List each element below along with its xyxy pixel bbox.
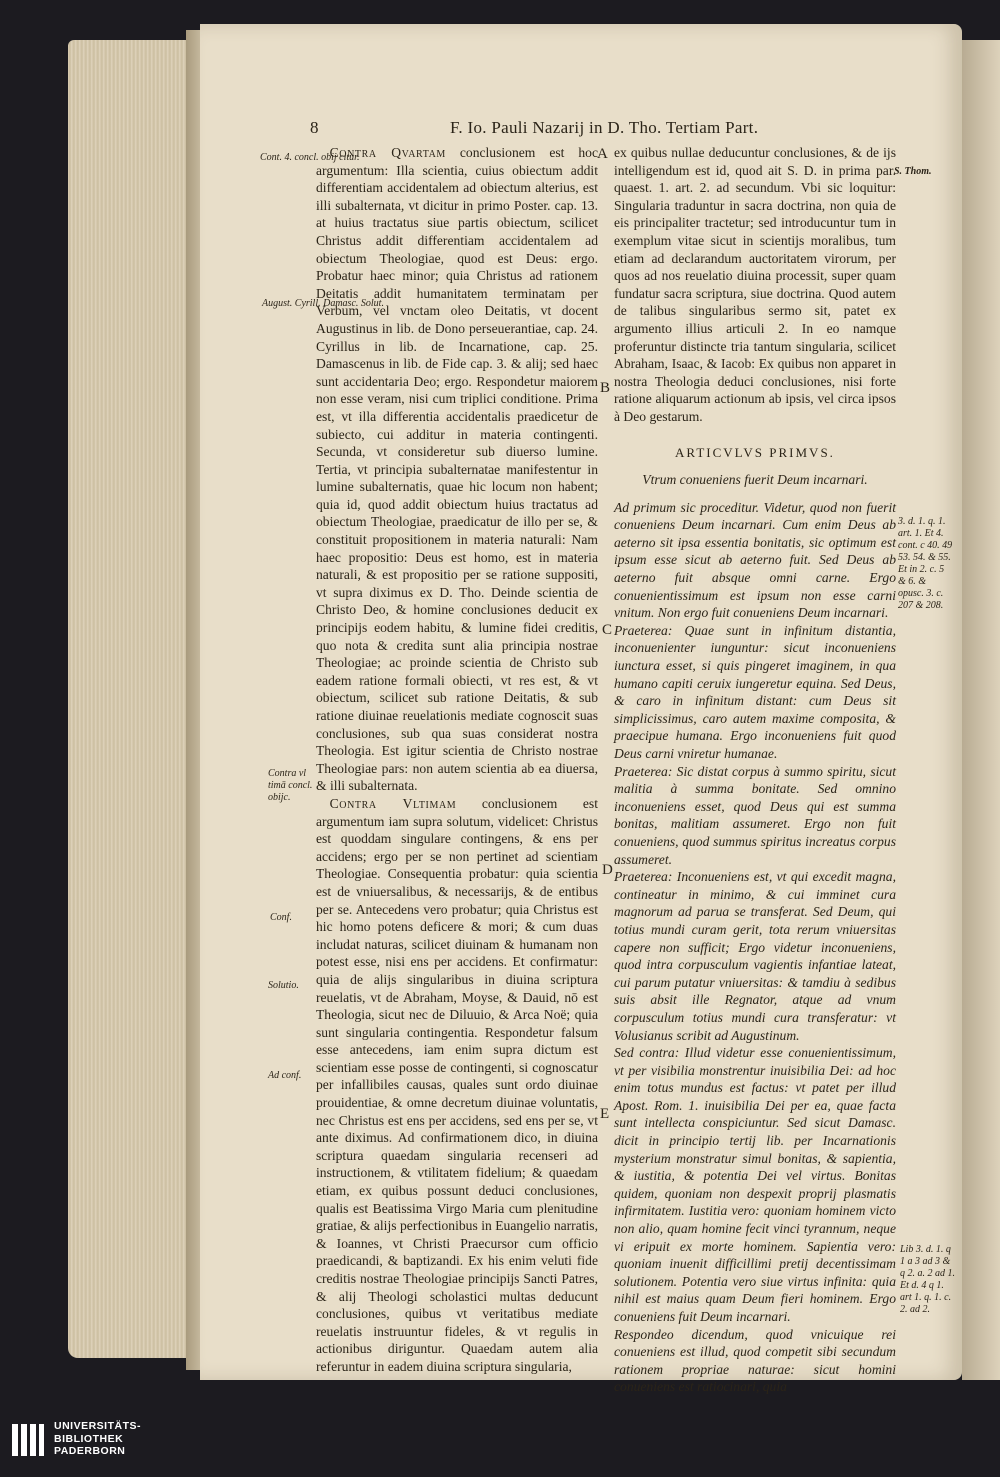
article-subtitle: Vtrum conueniens fuerit Deum incarnari. (642, 472, 868, 488)
paragraph: Respondeo dicendum, quod vnicuique rei conueniens est illud, quod competit sibi secundum rationem propriae naturae: sicut homini conueniens est ratiocinari, quia (614, 1326, 896, 1395)
library-logo-text: UNIVERSITÄTS- BIBLIOTHEK PADERBORN (54, 1420, 142, 1457)
margin-note: Contra vl timā concl. obijc. (268, 768, 313, 803)
margin-note: Lib 3. d. 1. q 1 a 3 ad 3 & q 2. a. 2 ad 1. Et d. 4 q 1. art 1. q. 1. c. 2. ad 2. (900, 1244, 955, 1315)
section-marker-a: A (597, 146, 608, 162)
paragraph: Praeterea: Inconueniens est, vt qui excedit magna, contineatur in minimo, & cui imminet cura magnorum ad parua se transferat. Sed Deum, qui totius mundi curam gerit, tota rerum vniuersitas capere non sufficit; Ergo videtur inconueniens, quod intra corpusculum vagientis infantiae lateat, cui parum putatur vniuersitas: & tamdiu à sedibus suis absit ille Regnator, atque ad vnum corpusculum totius mundi cura transferatur: vt Volusianus scribit ad Augustinum. (614, 869, 896, 1043)
section-marker-b: B (600, 380, 611, 396)
margin-note: S. Thom. (894, 166, 932, 177)
margin-note: 3. d. 1. q. 1. art. 1. Et 4. cont. c 40. 49 53. 54. & 55. Et in 2. c. 5 & 6. & opusc. 3. c. 207 & 208. (898, 516, 953, 611)
paragraph: ex quibus nullae deducuntur conclusiones, & de ijs intelligendum est id, quod ait S. D. in prima par. quaest. 1. art. 2. ad secundum. Vbi sic loquitur: Singularia traduntur in sacra doctrina, non quia de eis principaliter tractetur; sed introducuntur tum in exemplum vitae sicut in scientijs moralibus, tum etiam ad declarandum auctoritatem virorum, per quos ad nos reuelatio diuina processit, super quam fundatur sacra scriptura, siue doctrina. Quod autem de talibus singularibus sermo sit, patet ex argumento illius articuli 2. In eo namque proferuntur distincte tria tantum singularia, scilicet Abraham, Isaac, & Iacob: Ex quibus non apparet in nostra Theologia deduci conclusiones, nisi forte ratione aliquarum actionum ab ipsis, vel circa ipsos à Deo gestarum. (614, 145, 896, 424)
right-text-column (614, 144, 896, 1396)
article-title: ARTICVLVS PRIMVS. (675, 444, 835, 460)
paragraph: Ad primum sic proceditur. Videtur, quod non fuerit conueniens Deum incarnari. Cum enim Deus ab aeterno sit ipsa essentia bonitatis, sic optimum est ipsum esse sicut ab aeterno fuit. Sed Deus ab aeterno fuit absque omni carne. Ergo conuenientissimum est ipsum non esse carni vnitum. Non ergo fuit conueniens Deum incarnari. (614, 499, 896, 621)
paragraph: Praeterea: Sic distat corpus à summo spiritu, sicut malitia à summa bonitate. Sed omnino inconueniens esset, quod Deus qui est summa bonitas, malitiam assumeret. Ergo non fuit conueniens, quod summus spiritus increatus corpus assumeret. (614, 763, 896, 867)
page-number: 8 (310, 118, 319, 137)
paragraph: Contra Vltimam conclusionem est argumentum iam supra solutum, videlicet: Christus est quoddam singulare contingens, & ens per accidens; ergo per se non pertinet ad scientiam Theologiae. Consequentia probatur: quia scientia est de vniuersalibus, & necessarijs, & de entibus per se. Antecedens vero probatur; quia Christus est hic homo potens deficere & mori; & cum duas includat naturas, scilicet diuinam & humanam non potest esse, nisi ens per accidens. Et confirmatur: quia de alijs singularibus in diuina scriptura reuelatis, vt de Abraham, Moyse, & Dauid, nō est Theologia, sicut nec de Diluuio, & Arca Noë; quia sunt singularia contingentia. Respondetur falsum esse antecedens, iam enim supra dictum est scientiam esse posse de contingenti, si cognoscatur per infallibiles causas, quales sunt ordo diuinae prouidentiae, & omne decretum diuinae voluntatis, nec Christus est ens per accidens, sed ens per se, vt ante diximus. Ad confirmationem dico, in diuina scriptura quaedam singularia recenseri ad instructionem, & vtilitatem fidelium; & quaedam etiam, ex quibus possunt deduci conclusiones, qualis est Beatissima Virgo Maria cum plenitudine gratiae, & alijs perfectionibus in Euangelio narratis, & Ioannes, vt Christi Praecursor cum officio praedicandi, & baptizandi. Ex his enim veluti fide creditis nostrae Theologiae principijs Sancti Patres, & alij Theologi scholastici multas deducunt conclusiones, quibus vt veritatibus mediate reuelatis instruuntur fideles, & vt regulis in actionibus diriguntur. Quaedam autem alia referuntur in eadem diuina scriptura singularia, (316, 795, 599, 1374)
margin-note: August. Cyrill. Damasc. Solut. (262, 298, 384, 309)
paragraph: Praeterea: Quae sunt in infinitum distantia, inconuenienter iunguntur: sicut inconueniens iunctura esset, si quis pingeret imaginem, in qua humano capiti ceruix iungeretur equina. Sed Deus, & caro in infinitum distant: cum Deus sit simplicissimus, caro autem maxime composita, & praecipue humana. Ergo inconueniens fuit quod Deus carni vniretur humanae. (614, 622, 896, 761)
section-marker-c: C (602, 622, 613, 638)
section-marker-e: E (600, 1106, 610, 1122)
section-marker-d: D (602, 862, 613, 878)
margin-note: Cont. 4. concl. obij citur. (260, 152, 360, 163)
margin-note: Solutio. (268, 980, 299, 991)
paragraph: Sed contra: Illud videtur esse conuenientissimum, vt per visibilia monstrentur inuisibilia Dei: ad hoc enim totus mundus est factus: vt patet per illud Apost. Rom. 1. inuisibilia Dei per ea, quae facta sunt intellecta conspiciuntur. Sed sicut Damasc. dicit in principio tertij lib. per Incarnationis mysterium monstratur simul bonitas, & sapientia, & iustitia, & potentia Dei vel virtus. Bonitas quidem, quoniam non despexit proprij plasmatis infirmitatem. Iustitia vero: quoniam hominem victo non alio, quam homine fecit vinci tyrannum, neque vi eripuit ex morte hominem. Sapientia vero: quoniam inuenit difficillimi pretij decentissimam solutionem. Potentia vero siue virtus infinita: quia nihil est maius quam Deum fieri hominem. Ergo conueniens fuit Deum incarnari. (614, 1045, 896, 1324)
library-logo (10, 1416, 210, 1466)
left-text-column (316, 144, 598, 1376)
margin-note: Ad conf. (268, 1070, 302, 1081)
margin-note: Conf. (270, 912, 292, 923)
paragraph: Contra Qvartam conclusionem est hoc argumentum: Illa scientia, cuius obiectum addit differentiam accidentalem ad obiectum alterius, est illi subalternata, vt dicitur in primo Poster. cap. 13. at huius tractatus siue partis obiectum, scilicet Christus addit differentiam accidentalem ad obiectum Theologiae, quod est Deus: ergo. Probatur haec minor; quia Christus ad rationem Deitatis addit humanitatem terminatam per Verbum, vel vnctam oleo Deitatis, vt docent Augustinus in lib. de Dono perseuerantiae, cap. 24. Cyrillus in lib. de Incarnatione, cap. 25. Damascenus in lib. de Fide cap. 3. & alij; sed haec sunt accidentaria Deo; ergo. Respondetur maiorem non esse veram, nisi cum triplici conditione. Prima est, vt illa differentia accidentalis praedicetur de subiecto, cui additur in materia contingenti. Secunda, vt consideretur sub diuerso lumine. Tertia, vt principia subalternatae manifestentur in lumine subalternatis, quae hic locum non habent; quia id, quod addit obiectum huius tractatus ad obiectum Theologiae, praedicatur de illo per se, & constituit propositionem in materia naturali: Nam haec propositio: Deus est homo, est in materia naturali, & est propositio per se ratione suppositi, vt supra diximus ex D. Tho. Deinde scientia de Christo Deo, & homine conclusiones deducit ex principijs eodem habitu, & lumine fidei creditis, quo nota & credita sunt alia principia nostrae Theologiae; ac proinde scientia de Christo sub eadem ratione formali obiecti, vt res est, & vt obiectum, scilicet sub ratione Deitatis, & sub ratione diuinae reuelationis mediate cognoscit suas conclusiones, sub qua suas considerat nostra Theologia. Est igitur scientia de Christo nostrae Theologiae pars: non autem scientia ab ea diuersa, & illi subalternata. (316, 145, 598, 794)
facing-page-edge (962, 40, 1000, 1380)
running-title: F. Io. Pauli Nazarij in D. Tho. Tertiam Part. (450, 118, 759, 137)
book-page-edges (68, 40, 200, 1358)
library-logo-mark-icon (10, 1422, 46, 1458)
running-header (310, 118, 970, 142)
